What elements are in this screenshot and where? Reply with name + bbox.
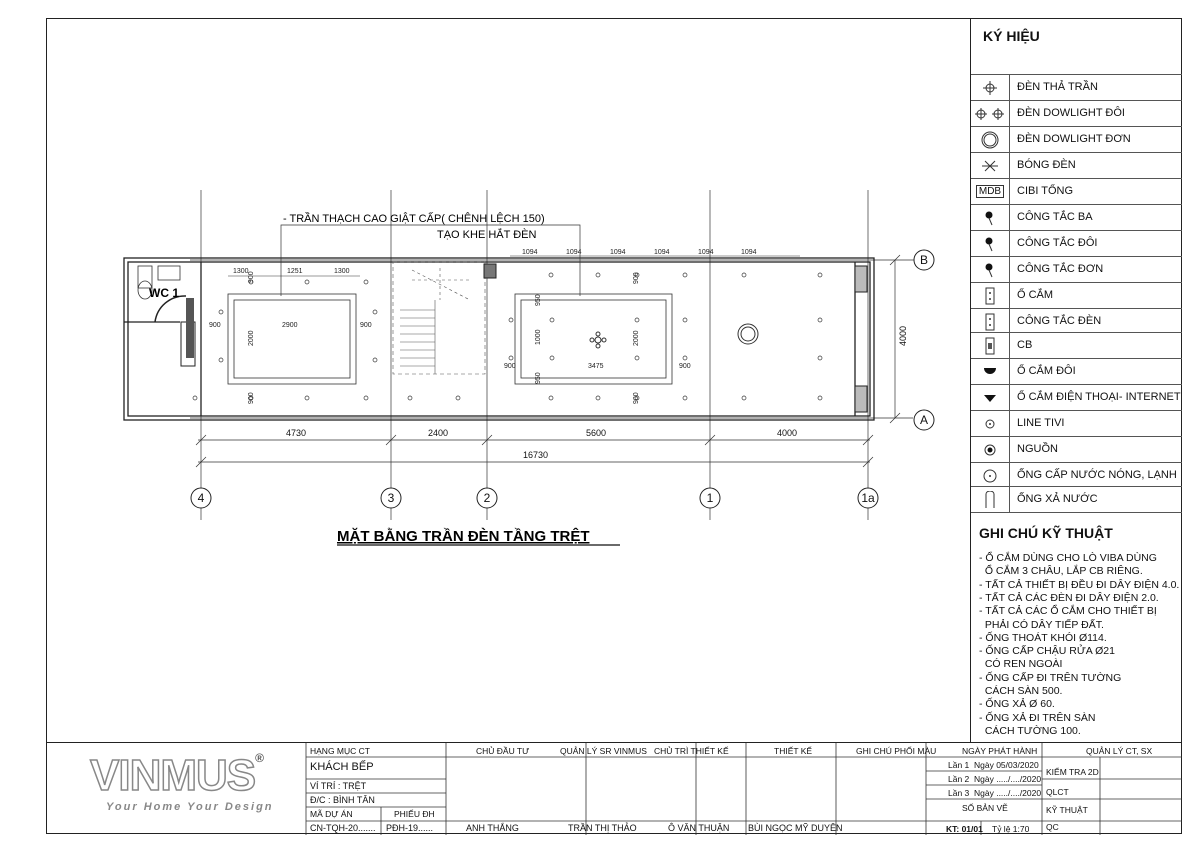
downlights xyxy=(193,273,822,400)
ceiling-note-line1: - TRẦN THẠCH CAO GIẬT CẤP( CHÊNH LỆCH 150) xyxy=(283,213,545,225)
dim-text: 1094 xyxy=(654,249,670,256)
legend-symbol-mdb-icon: MDB xyxy=(971,179,1010,204)
legend-symbol-pendant-icon xyxy=(971,75,1010,100)
dim-text: 900 xyxy=(248,392,255,404)
dim-text: 1300 xyxy=(334,268,350,275)
grid-label: A xyxy=(919,413,929,427)
tb-label: PHIẾU ĐH xyxy=(394,809,435,819)
grid-label: 3 xyxy=(387,491,395,505)
legend-symbol-power-icon xyxy=(971,437,1010,462)
legend-symbol-drain-icon xyxy=(971,487,1010,512)
grid-label: 1 xyxy=(706,491,714,505)
legend-label: NGUỒN xyxy=(1017,443,1058,455)
legend-row xyxy=(971,256,1182,282)
technical-note-line: - TẤT CẢ CÁC ĐÈN ĐI DÂY ĐIỆN 2.0. xyxy=(979,591,1159,604)
technical-note-line: PHẢI CÓ DÂY TIẾP ĐẤT. xyxy=(979,618,1104,631)
legend-row xyxy=(971,486,1182,512)
tb-label: HẠNG MỤC CT xyxy=(310,746,370,756)
technical-note-line: - Ổ CẮM DÙNG CHO LÒ VIBA DÙNG xyxy=(979,552,1157,564)
legend-label: CÔNG TẮC ĐƠN xyxy=(1017,263,1104,275)
legend-row xyxy=(971,230,1182,256)
logo-registered-mark: ® xyxy=(255,751,263,765)
technical-note-line: - ỐNG THOÁT KHÓI Ø114. xyxy=(979,631,1107,644)
tb-lan2: Ngày ...../..../2020 xyxy=(974,774,1042,784)
logo-slogan: Your Home Your Design xyxy=(106,801,274,813)
legend-label: CB xyxy=(1017,339,1033,351)
ceiling-note-line2: TẠO KHE HẮT ĐÈN xyxy=(437,229,537,241)
legend-row xyxy=(971,74,1182,100)
legend-row xyxy=(971,100,1182,126)
grid-label: B xyxy=(919,253,929,267)
technical-note-line: - ỐNG XẢ ĐI TRÊN SÀN xyxy=(979,711,1096,724)
tb-phieu-dh: PĐH-19...... xyxy=(386,823,434,833)
logo-text: VINMUS xyxy=(90,751,256,800)
title-block xyxy=(46,742,1182,834)
side-dim: 4000 xyxy=(898,325,908,346)
technical-note-line: - ỐNG XẢ Ø 60. xyxy=(979,698,1055,711)
tb-label: GHI CHÚ PHỐI MÀU xyxy=(856,746,937,756)
legend-label: CIBI TỔNG xyxy=(1017,185,1074,197)
tb-lan1: Ngày 05/03/2020 xyxy=(974,760,1039,770)
tb-label: Lần 3 xyxy=(948,788,970,798)
dim-text: 950 xyxy=(535,294,542,306)
tb-label: NGÀY PHÁT HÀNH xyxy=(962,746,1038,756)
legend-symbol-tv-icon xyxy=(971,411,1010,436)
technical-note-line: CÁCH SÀN 500. xyxy=(979,685,1063,697)
legend-row xyxy=(971,308,1182,334)
legend-label: BÓNG ĐÈN xyxy=(1017,159,1076,171)
technical-note-line: CÓ REN NGOÀI xyxy=(979,658,1063,671)
legend-label: ỐNG CẤP NƯỚC NÓNG, LẠNH xyxy=(1017,469,1177,481)
legend-label: ĐÈN DOWLIGHT ĐƠN xyxy=(1017,133,1131,145)
tb-kiem-tra: KIỂM TRA 2D xyxy=(1046,767,1099,777)
technical-note-line: - ỐNG CẤP CHẬU RỬA Ø21 xyxy=(979,645,1115,658)
dim-text: 900 xyxy=(248,271,255,283)
legend-row xyxy=(971,332,1182,358)
legend-label: Ổ CẮM xyxy=(1017,289,1054,301)
legend-symbol-single-downlight-icon xyxy=(971,127,1010,152)
grid-label: 1a xyxy=(861,491,875,505)
dim-text: 1094 xyxy=(741,249,757,256)
legend-row xyxy=(971,410,1182,436)
legend-symbol-water-icon xyxy=(971,463,1010,488)
dim-text: 3475 xyxy=(588,363,604,370)
legend-symbol-socket-icon xyxy=(971,283,1010,308)
plan-title: MẶT BẰNG TRẦN ĐÈN TẦNG TRỆT xyxy=(337,528,590,545)
legend-symbol-phone-icon xyxy=(971,385,1010,410)
dim-text: 900 xyxy=(633,392,640,404)
dim-text: 2000 xyxy=(633,330,640,346)
outer-wall xyxy=(124,258,874,420)
technical-note-line: CÁCH TƯỜNG 100. xyxy=(979,724,1081,737)
technical-note-line: - ỐNG CẤP ĐI TRÊN TƯỜNG xyxy=(979,671,1122,684)
bay-dim-3-2: 2400 xyxy=(428,428,449,438)
window-bottom xyxy=(855,386,867,412)
dim-text: 2900 xyxy=(282,322,298,329)
legend-label: CÔNG TẮC ĐÔI xyxy=(1017,237,1098,249)
tb-label: THIẾT KẾ xyxy=(774,746,813,756)
tb-hang-muc: KHÁCH BẾP xyxy=(310,761,374,773)
technical-note-line: - TẤT CẢ THIẾT BỊ ĐỀU ĐI DÂY ĐIỆN 4.0. xyxy=(979,578,1180,591)
technical-note-line: Ổ CẮM 3 CHÂU, LẮP CB RIÊNG. xyxy=(979,565,1143,578)
tb-label: SỐ BẢN VẼ xyxy=(962,803,1008,813)
tb-label: QUẢN LÝ CT, SX xyxy=(1086,746,1153,756)
tb-ma-du-an: CN-TQH-20....... xyxy=(310,823,376,833)
dim-text: 900 xyxy=(633,272,640,284)
dim-text: 900 xyxy=(360,322,372,329)
legend-row xyxy=(971,126,1182,152)
legend-title: KÝ HIỆU xyxy=(983,28,1040,44)
dim-text: 1094 xyxy=(698,249,714,256)
bay-dim-2-1: 5600 xyxy=(586,428,607,438)
tb-label: MÃ DỰ ÁN xyxy=(310,809,353,819)
dim-text: 1094 xyxy=(522,249,538,256)
legend-label: ĐÈN THẢ TRẦN xyxy=(1017,81,1098,93)
column xyxy=(484,264,496,278)
legend-row xyxy=(971,462,1182,488)
legend-row xyxy=(971,152,1182,178)
legend-label: Ổ CẮM ĐÔI xyxy=(1017,365,1076,377)
total-dim: 16730 xyxy=(523,450,549,460)
legend-label: CÔNG TẮC BA xyxy=(1017,211,1093,223)
legend-row xyxy=(971,178,1182,204)
legend-symbol-double-downlight-icon xyxy=(971,101,1010,126)
dim-text: 1300 xyxy=(233,268,249,275)
legend-label: ĐÈN DOWLIGHT ĐÔI xyxy=(1017,107,1125,119)
tb-ky-thuat: KỸ THUẬT xyxy=(1046,805,1088,815)
dim-text: 950 xyxy=(535,372,542,384)
tb-ty-le: Tỷ lệ 1:70 xyxy=(992,824,1030,834)
legend-symbol-bulb-icon xyxy=(971,153,1010,178)
bay-dim-1-1a: 4000 xyxy=(777,428,798,438)
legend-symbol-socket-icon xyxy=(971,309,1010,334)
sink-icon xyxy=(158,266,180,280)
dim-text: 1251 xyxy=(287,268,303,275)
toilet-icon xyxy=(138,266,152,288)
legend-symbol-double-socket-icon xyxy=(971,359,1010,384)
bay-dim-4-3: 4730 xyxy=(286,428,307,438)
tb-label: Lần 2 xyxy=(948,774,970,784)
grid-label: 4 xyxy=(197,491,205,505)
pendant-light-symbol xyxy=(590,332,606,348)
dim-text: 900 xyxy=(679,363,691,370)
legend-label: CÔNG TẮC ĐÈN xyxy=(1017,315,1102,327)
tb-quan-ly-sr: TRẦN THỊ THẢO xyxy=(568,823,637,833)
legend-symbol-cb-icon xyxy=(971,333,1010,358)
wc-label: WC 1 xyxy=(149,286,179,300)
tb-qc: QC xyxy=(1046,822,1059,832)
legend-row xyxy=(971,436,1182,462)
tb-thiet-ke: BÙI NGỌC MỸ DUYÊN xyxy=(748,823,843,833)
legend-row xyxy=(971,204,1182,230)
tb-lan3: Ngày ...../..../2020 xyxy=(974,788,1042,798)
dim-text: 2000 xyxy=(248,330,255,346)
inner-wall xyxy=(128,262,870,416)
dim-text: 900 xyxy=(504,363,516,370)
legend-label: Ổ CẮM ĐIỆN THOẠI- INTERNET xyxy=(1017,391,1181,403)
tb-dia-chi: Đ/C : BÌNH TÂN xyxy=(310,795,375,805)
tb-kt: KT: 01/01 xyxy=(946,824,983,834)
legend-panel xyxy=(970,18,1182,742)
dim-text: 900 xyxy=(209,322,221,329)
window-top xyxy=(855,266,867,292)
notes-title: GHI CHÚ KỸ THUẬT xyxy=(979,525,1113,541)
tb-vi-tri: VÍ TRÍ : TRỆT xyxy=(310,781,367,791)
tb-label: CHỦ ĐẦU TƯ xyxy=(476,746,530,756)
dim-text: 1000 xyxy=(535,329,542,345)
legend-symbol-switch-icon xyxy=(971,257,1010,282)
legend-row xyxy=(971,384,1182,410)
legend-row xyxy=(971,282,1182,308)
dim-text: 1094 xyxy=(566,249,582,256)
legend-row xyxy=(971,358,1182,384)
staircase xyxy=(393,262,485,374)
legend-label: LINE TIVI xyxy=(1017,417,1065,429)
legend-label: ỐNG XẢ NƯỚC xyxy=(1017,493,1098,505)
tb-chu-dau-tu: ANH THẮNG xyxy=(466,823,519,833)
technical-note-line: - TẤT CẢ CÁC Ổ CẮM CHO THIẾT BỊ xyxy=(979,605,1157,618)
dim-text: 1094 xyxy=(610,249,626,256)
tb-label: QUẢN LÝ SR VINMUS xyxy=(560,746,647,756)
tb-qlct: QLCT xyxy=(1046,787,1069,797)
legend-symbol-switch-icon xyxy=(971,205,1010,230)
tb-chu-tri: Ô VĂN THUẬN xyxy=(668,823,730,833)
grid-label: 2 xyxy=(483,491,491,505)
tb-label: Lần 1 xyxy=(948,760,970,770)
wc-door-leaf xyxy=(186,298,194,358)
tb-label: CHỦ TRÌ THIẾT KẾ xyxy=(654,746,729,756)
legend-symbol-switch-icon xyxy=(971,231,1010,256)
